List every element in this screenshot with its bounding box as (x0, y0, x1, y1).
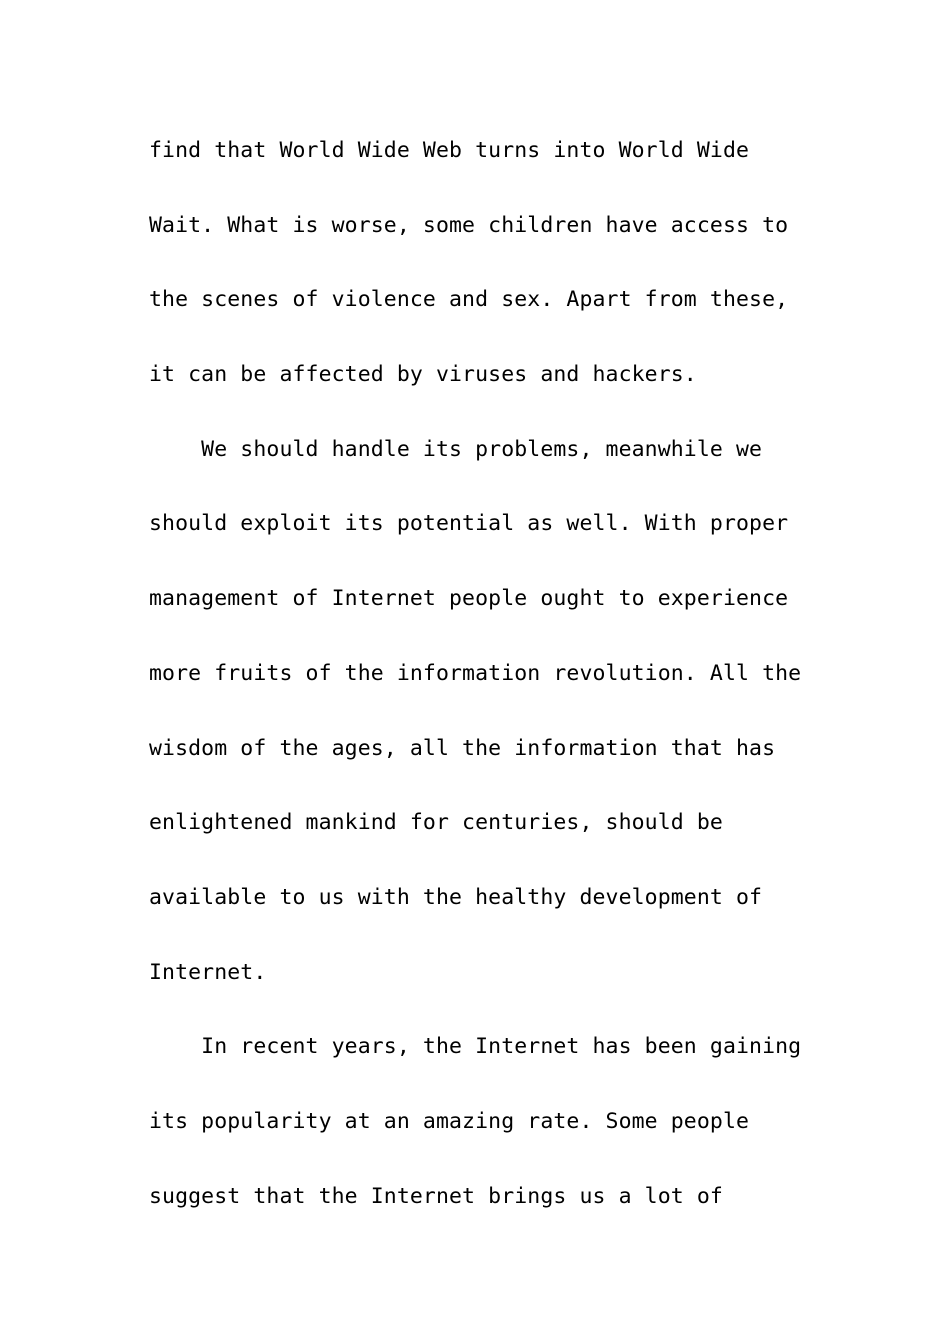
text-line: wisdom of the ages, all the information that has (149, 735, 776, 761)
text-line: management of Internet people ought to experience (149, 586, 789, 612)
text-line: enlightened mankind for centuries, should be (149, 810, 723, 836)
text-line: We should handle its problems, meanwhile we (149, 436, 763, 462)
text-line: available to us with the healthy development of (149, 884, 763, 910)
text-line: it can be affected by viruses and hackers. (149, 362, 697, 388)
text-line: In recent years, the Internet has been gaining (149, 1034, 802, 1060)
text-line: Internet. (149, 959, 267, 985)
body-text (149, 114, 829, 1234)
text-line: suggest that the Internet brings us a lot of (149, 1183, 723, 1209)
text-line: Wait. What is worse, some children have access to (149, 212, 789, 238)
text-line: should exploit its potential as well. With proper (149, 511, 789, 537)
text-line: find that World Wide Web turns into World Wide (149, 138, 750, 163)
text-line: more fruits of the information revolution. All the (149, 660, 802, 686)
text-line: the scenes of violence and sex. Apart from these, (149, 287, 789, 313)
text-line: its popularity at an amazing rate. Some people (149, 1108, 750, 1134)
